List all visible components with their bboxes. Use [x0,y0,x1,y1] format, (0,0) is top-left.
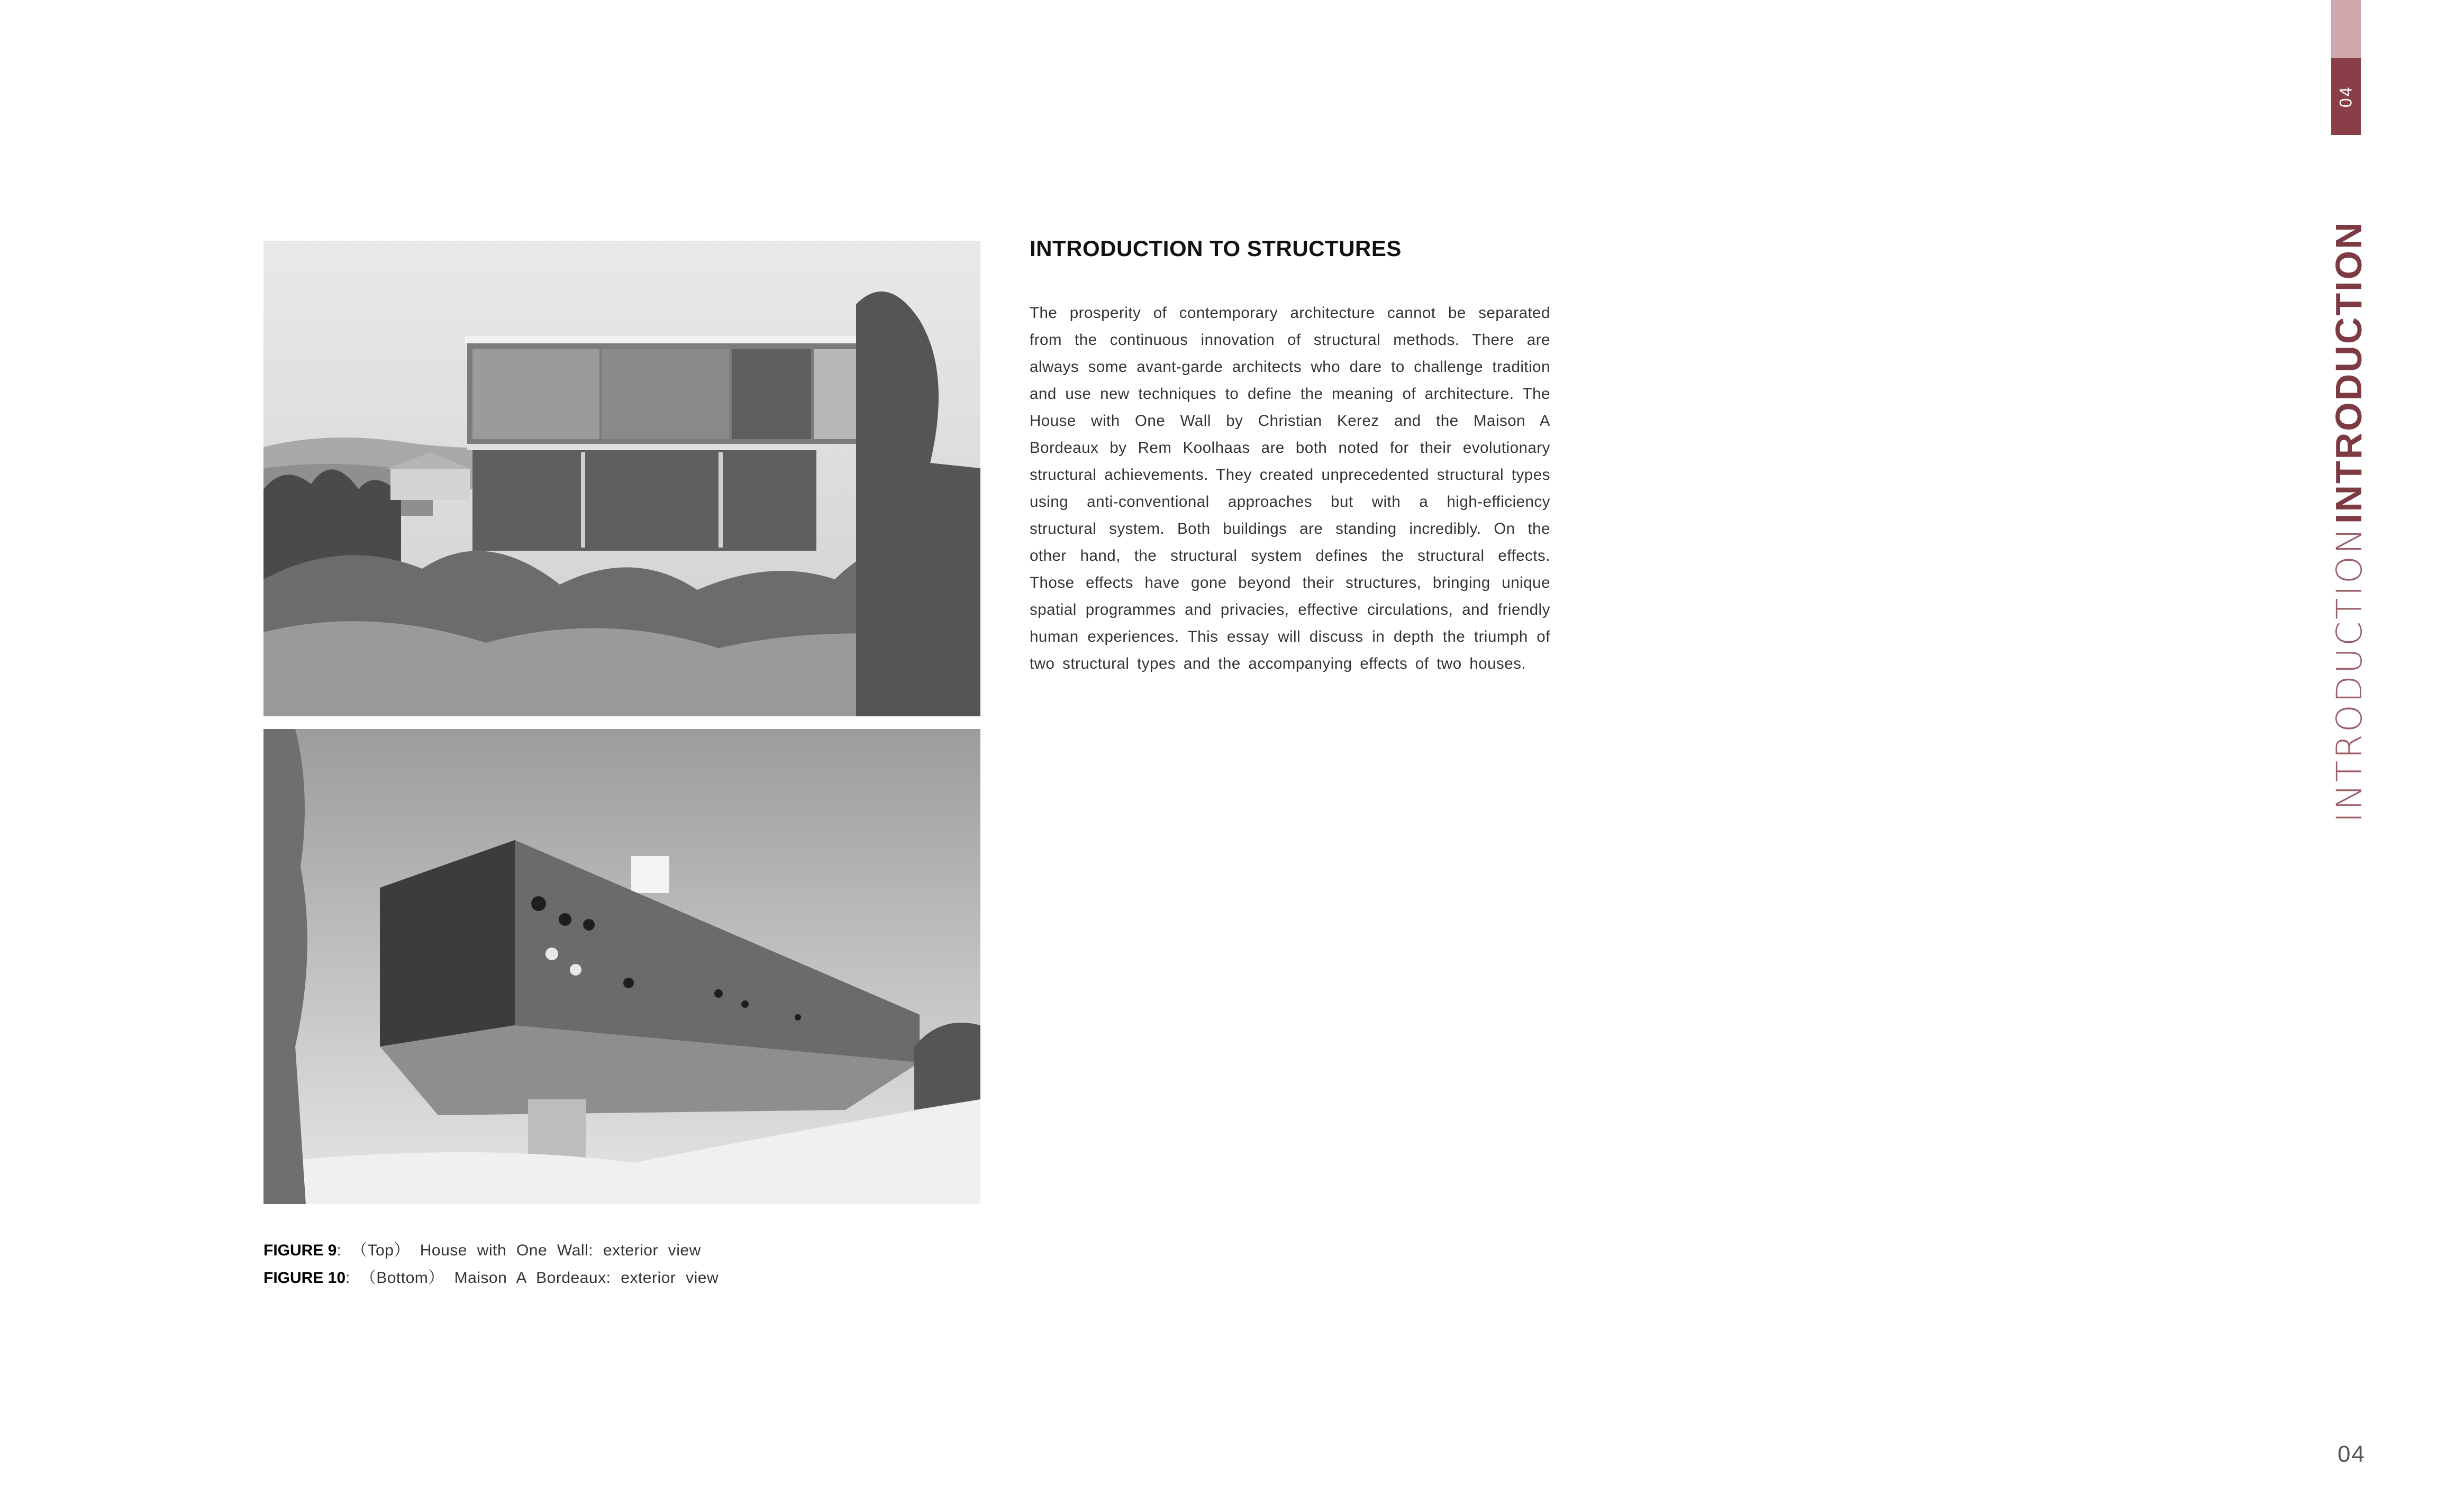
figure-label: FIGURE 10 [263,1269,346,1287]
body-paragraph: The prosperity of contemporary architecture cannot be separated from the continuous innovation of structural methods. There are always some avant-garde architects who dare to challenge tradition and use new techniques to define the meaning of architecture. The House with One Wall by Christian Kerez and the Maison A Bordeaux by Rem Koolhaas are both noted for their evolutionary structural achievements. They created unprecedented structural types using anti-conventional approaches but with a high-efficiency structural system. Both buildings are standing incredibly. On the other hand, the structural system defines the structural effects. Those effects have gone beyond their structures, bringing unique spatial programmes and privacies, effective circulations, and friendly human experiences. This essay will discuss in depth the triumph of two structural types and the accompanying effects of two houses. [1030,304,1550,672]
figure-caption [263,1237,719,1264]
section-tab [2331,58,2361,135]
section-heading: INTRODUCTION TO STRUCTURES [1030,236,1402,261]
maison-a-bordeaux-photo [263,729,980,1204]
page-number: 04 [2338,1441,2366,1467]
figure-caption [263,1264,719,1292]
figure-text: : （Top） House with One Wall: exterior view [337,1242,701,1259]
house-with-one-wall-image [263,241,980,716]
figure-text: : （Bottom） Maison A Bordeaux: exterior view [345,1269,719,1287]
vertical-title-bold: INTRODUCTION [2328,221,2369,524]
house-with-one-wall-photo [263,241,980,716]
section-tab-accent [2331,0,2361,58]
figure-label: FIGURE 9 [263,1242,337,1259]
maison-a-bordeaux-image [263,729,980,1204]
section-tab-number: 04 [2336,85,2356,108]
figure-captions [263,1237,719,1292]
vertical-title-light: INTRODUCTION [2329,525,2370,823]
